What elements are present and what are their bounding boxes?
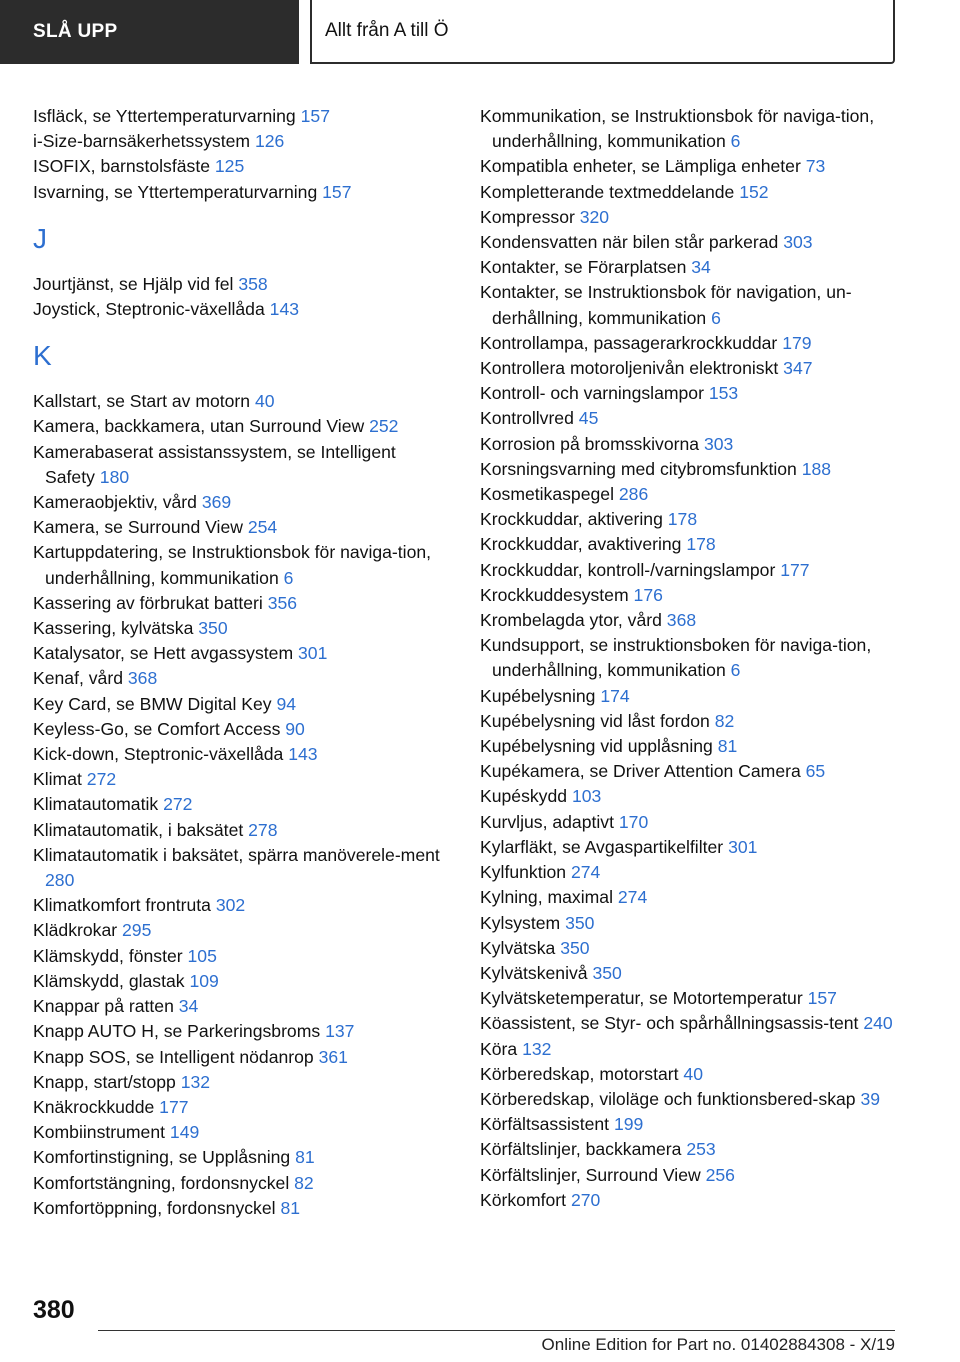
index-page-link[interactable]: 109 — [189, 970, 219, 991]
index-entry — [480, 911, 900, 936]
index-entry-text: Kamerabaserat assistanssystem, se Intelligent Safety — [33, 441, 396, 487]
index-page-link[interactable]: 178 — [667, 509, 698, 530]
index-page-link[interactable]: 94 — [276, 693, 297, 714]
index-entry — [33, 490, 443, 515]
index-entry — [480, 507, 900, 532]
index-entry-text: Komfortstängning, fordonsnyckel — [33, 1172, 290, 1193]
index-entry — [33, 440, 443, 490]
index-page-link[interactable]: 6 — [730, 660, 741, 681]
index-page-link[interactable]: 295 — [122, 920, 152, 941]
index-entry-text: Keyless-Go, se Comfort Access — [33, 718, 281, 739]
index-entry — [33, 616, 443, 641]
index-page-link[interactable]: 274 — [617, 887, 648, 908]
index-entry — [33, 515, 443, 540]
index-page-link[interactable]: 254 — [247, 517, 278, 538]
index-entry — [480, 633, 900, 683]
index-page-link[interactable]: 177 — [159, 1096, 189, 1117]
index-page-link[interactable]: 301 — [298, 643, 328, 664]
index-page-link[interactable]: 180 — [99, 466, 130, 487]
index-entry-text: Kompressor — [480, 206, 575, 227]
index-page-link[interactable]: 81 — [717, 736, 738, 757]
index-page-link[interactable]: 179 — [782, 332, 812, 353]
index-page-link[interactable]: 270 — [570, 1189, 601, 1210]
index-entry-text: Krockkuddar, kontroll-/varningslampor — [480, 559, 776, 580]
index-entry-text: Kompletterande textmeddelande — [480, 181, 735, 202]
index-page-link[interactable]: 356 — [267, 592, 298, 613]
index-entry — [480, 381, 900, 406]
index-letter-heading: K — [33, 340, 52, 372]
index-entry-text: Körkomfort — [480, 1189, 567, 1210]
index-entry — [480, 961, 900, 986]
index-page-link[interactable]: 81 — [280, 1197, 301, 1218]
index-entry-text: Kassering av förbrukat batteri — [33, 592, 263, 613]
index-entry — [33, 767, 443, 792]
index-entry — [480, 734, 900, 759]
index-entry-text: Katalysator, se Hett avgassystem — [33, 643, 294, 664]
index-entry-text: Kupébelysning vid upplåsning — [480, 736, 713, 757]
footer-divider — [98, 1330, 895, 1331]
index-page-link[interactable]: 188 — [801, 458, 832, 479]
index-entry — [480, 205, 900, 230]
index-entry-text: Körfältsassistent — [480, 1114, 610, 1135]
index-page-link[interactable]: 252 — [369, 416, 399, 437]
index-entry — [480, 104, 900, 154]
index-entry — [480, 709, 900, 734]
index-entry — [480, 860, 900, 885]
index-page-link[interactable]: 303 — [783, 232, 813, 253]
index-entry — [33, 843, 443, 893]
index-entry — [480, 885, 900, 910]
index-entry — [480, 1037, 900, 1062]
index-entry-text: Köassistent, se Styr- och spårhållningsassis-tent — [480, 1013, 859, 1034]
index-entry — [480, 558, 900, 583]
index-entry-text: Kylning, maximal — [480, 887, 613, 908]
index-page-link[interactable]: 157 — [807, 988, 837, 1009]
index-entry — [33, 1045, 443, 1070]
index-entry — [33, 692, 443, 717]
index-entry-text: Korsningsvarning med citybromsfunktion — [480, 458, 797, 479]
index-page-link[interactable]: 132 — [522, 1038, 552, 1059]
index-entry — [33, 104, 443, 129]
index-page-link[interactable]: 320 — [579, 206, 610, 227]
index-entry — [480, 255, 900, 280]
index-entry — [33, 994, 443, 1019]
index-entry-text: Knäkrockkudde — [33, 1096, 155, 1117]
index-entry-text: Kylfunktion — [480, 862, 567, 883]
index-entry-text: Kontrollvred — [480, 408, 574, 429]
index-entry — [480, 1163, 900, 1188]
index-entry-text: Kallstart, se Start av motorn — [33, 391, 251, 412]
index-entry-text: Körfältslinjer, backkamera — [480, 1139, 682, 1160]
index-entry-text: Komfortinstigning, se Upplåsning — [33, 1147, 291, 1168]
index-page-link[interactable]: 199 — [613, 1114, 644, 1135]
index-entry-text: Kylvätska — [480, 937, 556, 958]
index-page-link[interactable]: 178 — [686, 534, 716, 555]
index-entry — [33, 272, 443, 297]
index-entry-text: Kassering, kylvätska — [33, 618, 194, 639]
index-entry-text: i-Size-barnsäkerhetssystem — [33, 131, 251, 152]
index-entry — [33, 1070, 443, 1095]
index-page-link[interactable]: 45 — [578, 408, 599, 429]
index-page-link[interactable]: 73 — [805, 156, 826, 177]
index-entry-text: Kontakter, se Instruktionsbok för navigation, un-derhållning, kommunikation — [480, 282, 852, 328]
index-page-link[interactable]: 40 — [683, 1063, 703, 1084]
index-page-link[interactable]: 358 — [238, 273, 268, 294]
index-entry-text: Joystick, Steptronic-växellåda — [33, 299, 265, 320]
index-page-link[interactable]: 149 — [169, 1122, 200, 1143]
index-entry — [33, 742, 443, 767]
index-entry — [480, 608, 900, 633]
index-page-link[interactable]: 137 — [325, 1021, 355, 1042]
index-entry-text: Isvarning, se Yttertemperaturvarning — [33, 181, 318, 202]
index-entry-text: Kenaf, vård — [33, 668, 123, 689]
index-entry — [480, 482, 900, 507]
index-page-link[interactable]: 350 — [592, 962, 622, 983]
index-entry — [480, 1137, 900, 1162]
index-entry — [33, 180, 443, 205]
index-page-link[interactable]: 368 — [666, 610, 697, 631]
index-page-link[interactable]: 274 — [570, 862, 601, 883]
index-page-link[interactable]: 256 — [705, 1164, 735, 1185]
index-entry — [480, 1112, 900, 1137]
index-entry-text: Knapp AUTO H, se Parkeringsbroms — [33, 1021, 321, 1042]
index-entry-text: Kupéskydd — [480, 786, 568, 807]
index-entry — [33, 1120, 443, 1145]
index-page-link[interactable]: 132 — [180, 1071, 211, 1092]
index-entry — [480, 532, 900, 557]
index-page-link[interactable]: 301 — [728, 836, 758, 857]
index-page-link[interactable]: 34 — [691, 257, 711, 278]
index-entry-text: Kompatibla enheter, se Lämpliga enheter — [480, 156, 801, 177]
index-entry — [480, 154, 900, 179]
index-page-link[interactable]: 6 — [730, 131, 741, 152]
index-entry-text: Kupékamera, se Driver Attention Camera — [480, 761, 801, 782]
index-entry-text: Kundsupport, se instruktionsboken för naviga-tion, underhållning, kommunikation — [480, 635, 872, 681]
index-entry — [33, 893, 443, 918]
index-column-left — [33, 104, 443, 1221]
index-entry-text: Kurvljus, adaptivt — [480, 811, 614, 832]
index-entry — [33, 969, 443, 994]
page-number: 380 — [33, 1296, 75, 1324]
index-entry — [33, 1171, 443, 1196]
index-page-link[interactable]: 143 — [269, 299, 300, 320]
index-page-link[interactable]: 361 — [318, 1046, 348, 1067]
index-entry — [33, 414, 443, 439]
index-entry-text: Klädkrokar — [33, 920, 118, 941]
index-entry-text: Kontroll- och varningslampor — [480, 383, 704, 404]
index-page-link[interactable]: 347 — [783, 358, 813, 379]
index-entry — [33, 717, 443, 742]
index-page-link[interactable]: 240 — [863, 1013, 893, 1034]
index-entry-text: Klimatautomatik — [33, 794, 159, 815]
index-entry-text: Klimatkomfort frontruta — [33, 895, 211, 916]
index-entry-text: Key Card, se BMW Digital Key — [33, 693, 272, 714]
index-entry — [33, 666, 443, 691]
index-entry — [480, 457, 900, 482]
index-entry — [480, 759, 900, 784]
index-entry-text: Knapp SOS, se Intelligent nödanrop — [33, 1046, 314, 1067]
index-page-link[interactable]: 103 — [571, 786, 602, 807]
index-entry-text: Klämskydd, glastak — [33, 970, 185, 991]
index-entry — [480, 583, 900, 608]
index-page-link[interactable]: 153 — [708, 383, 739, 404]
index-entry — [33, 154, 443, 179]
page-header — [0, 0, 960, 66]
index-entry-text: Kick-down, Steptronic-växellåda — [33, 744, 284, 765]
index-entry-text: Jourtjänst, se Hjälp vid fel — [33, 273, 234, 294]
index-entry-text: Isfläck, se Yttertemperaturvarning — [33, 106, 296, 126]
index-page-link[interactable]: 170 — [618, 811, 649, 832]
index-page-link[interactable]: 286 — [618, 484, 649, 505]
index-entry — [33, 389, 443, 414]
index-page-link[interactable]: 253 — [686, 1139, 716, 1160]
index-entry-text: Kupébelysning vid låst fordon — [480, 710, 710, 731]
index-page-link[interactable]: 369 — [201, 492, 232, 513]
index-entry-text: Kondensvatten när bilen står parkerad — [480, 232, 779, 253]
index-entry — [480, 432, 900, 457]
index-entry-text: Körfältslinjer, Surround View — [480, 1164, 701, 1185]
index-entry — [33, 1196, 443, 1221]
index-page-link[interactable]: 152 — [739, 181, 769, 202]
index-page-link[interactable]: 272 — [86, 769, 117, 790]
index-entry-text: ISOFIX, barnstolsfäste — [33, 156, 210, 177]
index-page-link[interactable]: 350 — [198, 618, 228, 639]
index-page-link[interactable]: 34 — [178, 996, 199, 1017]
index-page-link[interactable]: 65 — [805, 761, 826, 782]
index-entry — [480, 1062, 900, 1087]
index-entry-text: Krockkuddar, avaktivering — [480, 534, 682, 555]
index-entry — [480, 810, 900, 835]
index-entry-text: Kosmetikaspegel — [480, 484, 614, 505]
index-entry — [33, 540, 443, 590]
index-entry-text: Kamera, backkamera, utan Surround View — [33, 416, 365, 437]
index-entry-text: Komfortöppning, fordonsnyckel — [33, 1197, 276, 1218]
index-entry-text: Knapp, start/stopp — [33, 1071, 176, 1092]
index-entry — [480, 986, 900, 1011]
index-entry-text: Körberedskap, motorstart — [480, 1063, 679, 1084]
index-page-link[interactable]: 125 — [214, 156, 245, 177]
index-entry — [33, 641, 443, 666]
section-tab-sla-upp[interactable]: SLÅ UPP — [0, 0, 299, 64]
index-page-link[interactable]: 6 — [283, 567, 294, 588]
index-page-link[interactable]: 302 — [215, 895, 246, 916]
index-entry-text: Klimat — [33, 769, 82, 790]
index-entry-text: Kylarfläkt, se Avgaspartikelfilter — [480, 836, 724, 857]
edition-text: Online Edition for Part no. 01402884308 - X/19 — [541, 1335, 895, 1354]
index-page-link[interactable]: 39 — [860, 1088, 881, 1109]
index-entry — [33, 792, 443, 817]
index-entry-text: Kontrollera motoroljenivån elektroniskt — [480, 358, 779, 379]
index-entry-text: Köra — [480, 1038, 518, 1059]
index-page-link[interactable]: 272 — [163, 794, 193, 815]
index-entry — [480, 406, 900, 431]
index-page-link[interactable]: 177 — [780, 559, 810, 580]
index-entry-text: Krombelagda ytor, vård — [480, 610, 662, 631]
index-entry — [480, 180, 900, 205]
index-entry — [33, 129, 443, 154]
index-page-link[interactable]: 105 — [187, 945, 217, 966]
index-entry — [480, 784, 900, 809]
index-entry — [480, 331, 900, 356]
index-page-link[interactable]: 350 — [565, 912, 595, 933]
index-entry-text: Kameraobjektiv, vård — [33, 492, 197, 513]
index-entry-text: Kombiinstrument — [33, 1122, 166, 1143]
index-page-link[interactable]: 157 — [322, 181, 352, 202]
index-entry — [33, 918, 443, 943]
index-entry — [33, 297, 443, 322]
index-page-link[interactable]: 82 — [714, 710, 735, 731]
index-entry — [480, 1188, 900, 1213]
index-page-link[interactable]: 157 — [300, 106, 330, 126]
index-entry — [480, 936, 900, 961]
index-entry — [33, 818, 443, 843]
index-entry — [480, 835, 900, 860]
index-letter-heading: J — [33, 222, 47, 254]
index-entry-text: Klimatautomatik i baksätet, spärra manöverele-ment — [33, 844, 440, 865]
index-page-link[interactable]: 81 — [295, 1147, 315, 1168]
index-page-link[interactable]: 278 — [248, 819, 278, 840]
index-entry-text: Krockkuddar, aktivering — [480, 509, 663, 530]
index-page-link[interactable]: 126 — [254, 131, 285, 152]
index-page-link[interactable]: 174 — [600, 685, 630, 706]
index-page-link[interactable]: 280 — [45, 870, 75, 891]
index-entry — [33, 1019, 443, 1044]
index-page-link[interactable]: 143 — [288, 744, 318, 765]
index-entry-text: Körberedskap, viloläge och funktionsbered-skap — [480, 1088, 856, 1109]
index-entry-text: Kamera, se Surround View — [33, 517, 243, 538]
index-entry-text: Klimatautomatik, i baksätet — [33, 819, 244, 840]
index-page-link[interactable]: 176 — [633, 584, 663, 605]
index-entry-text: Kylsystem — [480, 912, 561, 933]
index-entry-text: Kontrollampa, passagerarkrockkuddar — [480, 332, 778, 353]
index-entry — [33, 1095, 443, 1120]
index-entry — [480, 230, 900, 255]
index-page-link[interactable]: 303 — [703, 433, 734, 454]
index-page-link[interactable]: 368 — [127, 668, 158, 689]
index-entry — [480, 1011, 900, 1036]
chapter-title: Allt från A till Ö — [310, 0, 895, 64]
index-entry — [480, 1087, 900, 1112]
index-entry-text: Kontakter, se Förarplatsen — [480, 257, 687, 278]
index-page-link[interactable]: 82 — [294, 1172, 314, 1193]
index-column-right — [480, 104, 900, 1213]
index-entry — [480, 356, 900, 381]
index-page-link[interactable]: 40 — [254, 391, 275, 412]
index-entry — [33, 944, 443, 969]
index-entry — [480, 280, 900, 330]
index-entry-text: Korrosion på bromsskivorna — [480, 433, 700, 454]
index-entry-text: Kartuppdatering, se Instruktionsbok för naviga-tion, underhållning, kommunikation — [33, 542, 432, 588]
index-page-link[interactable]: 90 — [285, 718, 305, 739]
index-entry-text: Kupébelysning — [480, 685, 596, 706]
index-page-link[interactable]: 350 — [560, 937, 590, 958]
index-page-link[interactable]: 6 — [711, 307, 721, 328]
index-entry — [480, 684, 900, 709]
index-entry-text: Kylvätsketemperatur, se Motortemperatur — [480, 988, 803, 1009]
index-entry-text: Knappar på ratten — [33, 996, 174, 1017]
index-entry-text: Kylvätskenivå — [480, 962, 588, 983]
index-entry — [33, 1145, 443, 1170]
index-entry-text: Kommunikation, se Instruktionsbok för naviga-tion, underhållning, kommunikation — [480, 106, 875, 152]
index-entry-text: Klämskydd, fönster — [33, 945, 183, 966]
index-entry-text: Krockkuddesystem — [480, 584, 629, 605]
index-entry — [33, 591, 443, 616]
